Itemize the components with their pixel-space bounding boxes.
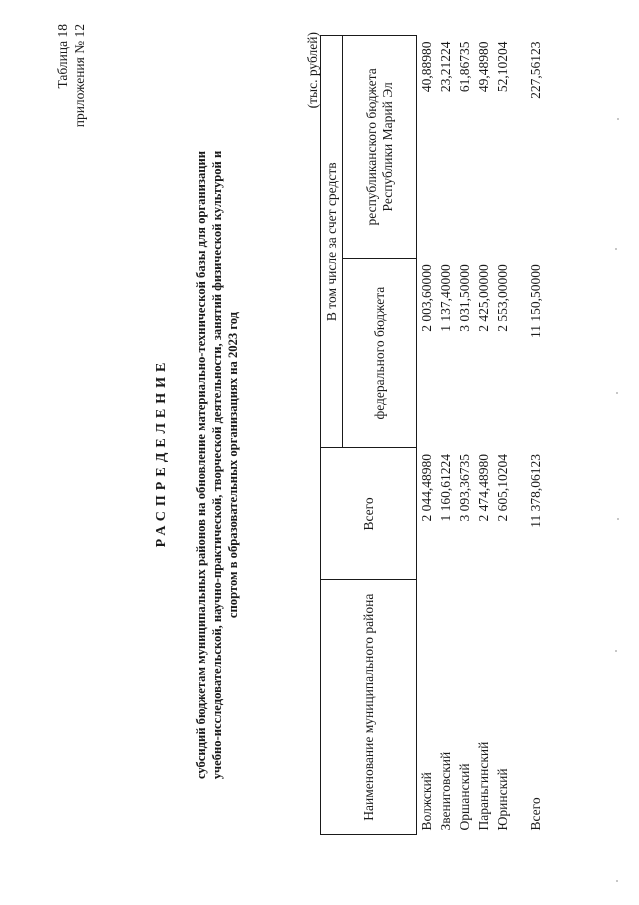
- row-federal: 2 553,00000: [495, 264, 510, 332]
- row-name: Звениговский: [438, 751, 453, 831]
- scan-speck: [615, 650, 617, 652]
- total-federal: 11 150,50000: [528, 264, 543, 338]
- header-republic-budget: республиканского бюджета Республики Марий Эл: [343, 36, 417, 259]
- appendix-number: приложения № 12: [72, 24, 87, 128]
- units-label: (тыс. рублей): [305, 32, 320, 109]
- row-federal: 3 031,50000: [457, 264, 472, 332]
- row-total: 1 160,61224: [438, 454, 453, 522]
- header-total: Всего: [321, 448, 417, 580]
- row-republic: 49,48980: [476, 41, 491, 93]
- table-row: [436, 36, 455, 835]
- row-republic: 52,10204: [495, 41, 510, 93]
- table-row: [493, 36, 512, 835]
- row-name: Юринский: [495, 768, 510, 831]
- total-sum: 11 378,06123: [528, 454, 543, 528]
- scan-speck: [616, 392, 618, 394]
- row-total: 2 605,10204: [495, 454, 510, 522]
- header-municipality: Наименование муниципального района: [321, 580, 417, 835]
- total-republic: 227,56123: [528, 41, 543, 99]
- subtitle-line-3: спортом в образовательных организациях на 2023 год: [226, 311, 240, 619]
- row-name: Волжский: [419, 772, 434, 831]
- table-row: [474, 36, 493, 835]
- header-including: В том числе за счет средств: [321, 36, 343, 449]
- scan-speck: [616, 880, 618, 882]
- total-label: Всего: [528, 797, 543, 831]
- row-federal: 2 425,00000: [476, 264, 491, 332]
- row-federal: 2 003,60000: [419, 264, 434, 332]
- subtitle-line-2: учебно-исследовательской, научно-практической, творческой деятельности, занятий физической культурой и: [210, 150, 224, 780]
- row-total: 2 044,48980: [419, 454, 434, 522]
- scan-speck: [617, 118, 619, 120]
- row-republic: 40,88980: [419, 41, 434, 93]
- table-row: [417, 36, 437, 835]
- document-subtitle: [193, 145, 241, 785]
- row-name: Параньгинский: [476, 741, 491, 831]
- row-total: 2 474,48980: [476, 454, 491, 522]
- row-republic: 23,21224: [438, 41, 453, 93]
- document-heading: РАСПРЕДЕЛЕНИЕ: [154, 357, 169, 548]
- scan-speck: [615, 248, 617, 250]
- distribution-table: [320, 35, 545, 835]
- subtitle-line-1: субсидий бюджетам муниципальных районов на обновление материально-технической базы для организации: [194, 150, 208, 780]
- header-federal-budget: федерального бюджета: [343, 258, 417, 448]
- row-name: Оршанский: [457, 763, 472, 831]
- scan-speck: [617, 518, 619, 520]
- table-row: [455, 36, 474, 835]
- row-federal: 1 137,40000: [438, 264, 453, 332]
- row-total: 3 093,36735: [457, 454, 472, 522]
- row-republic: 61,86735: [457, 41, 472, 93]
- appendix-reference: [54, 24, 88, 127]
- total-row: [512, 36, 545, 835]
- table-number: Таблица 18: [55, 24, 70, 89]
